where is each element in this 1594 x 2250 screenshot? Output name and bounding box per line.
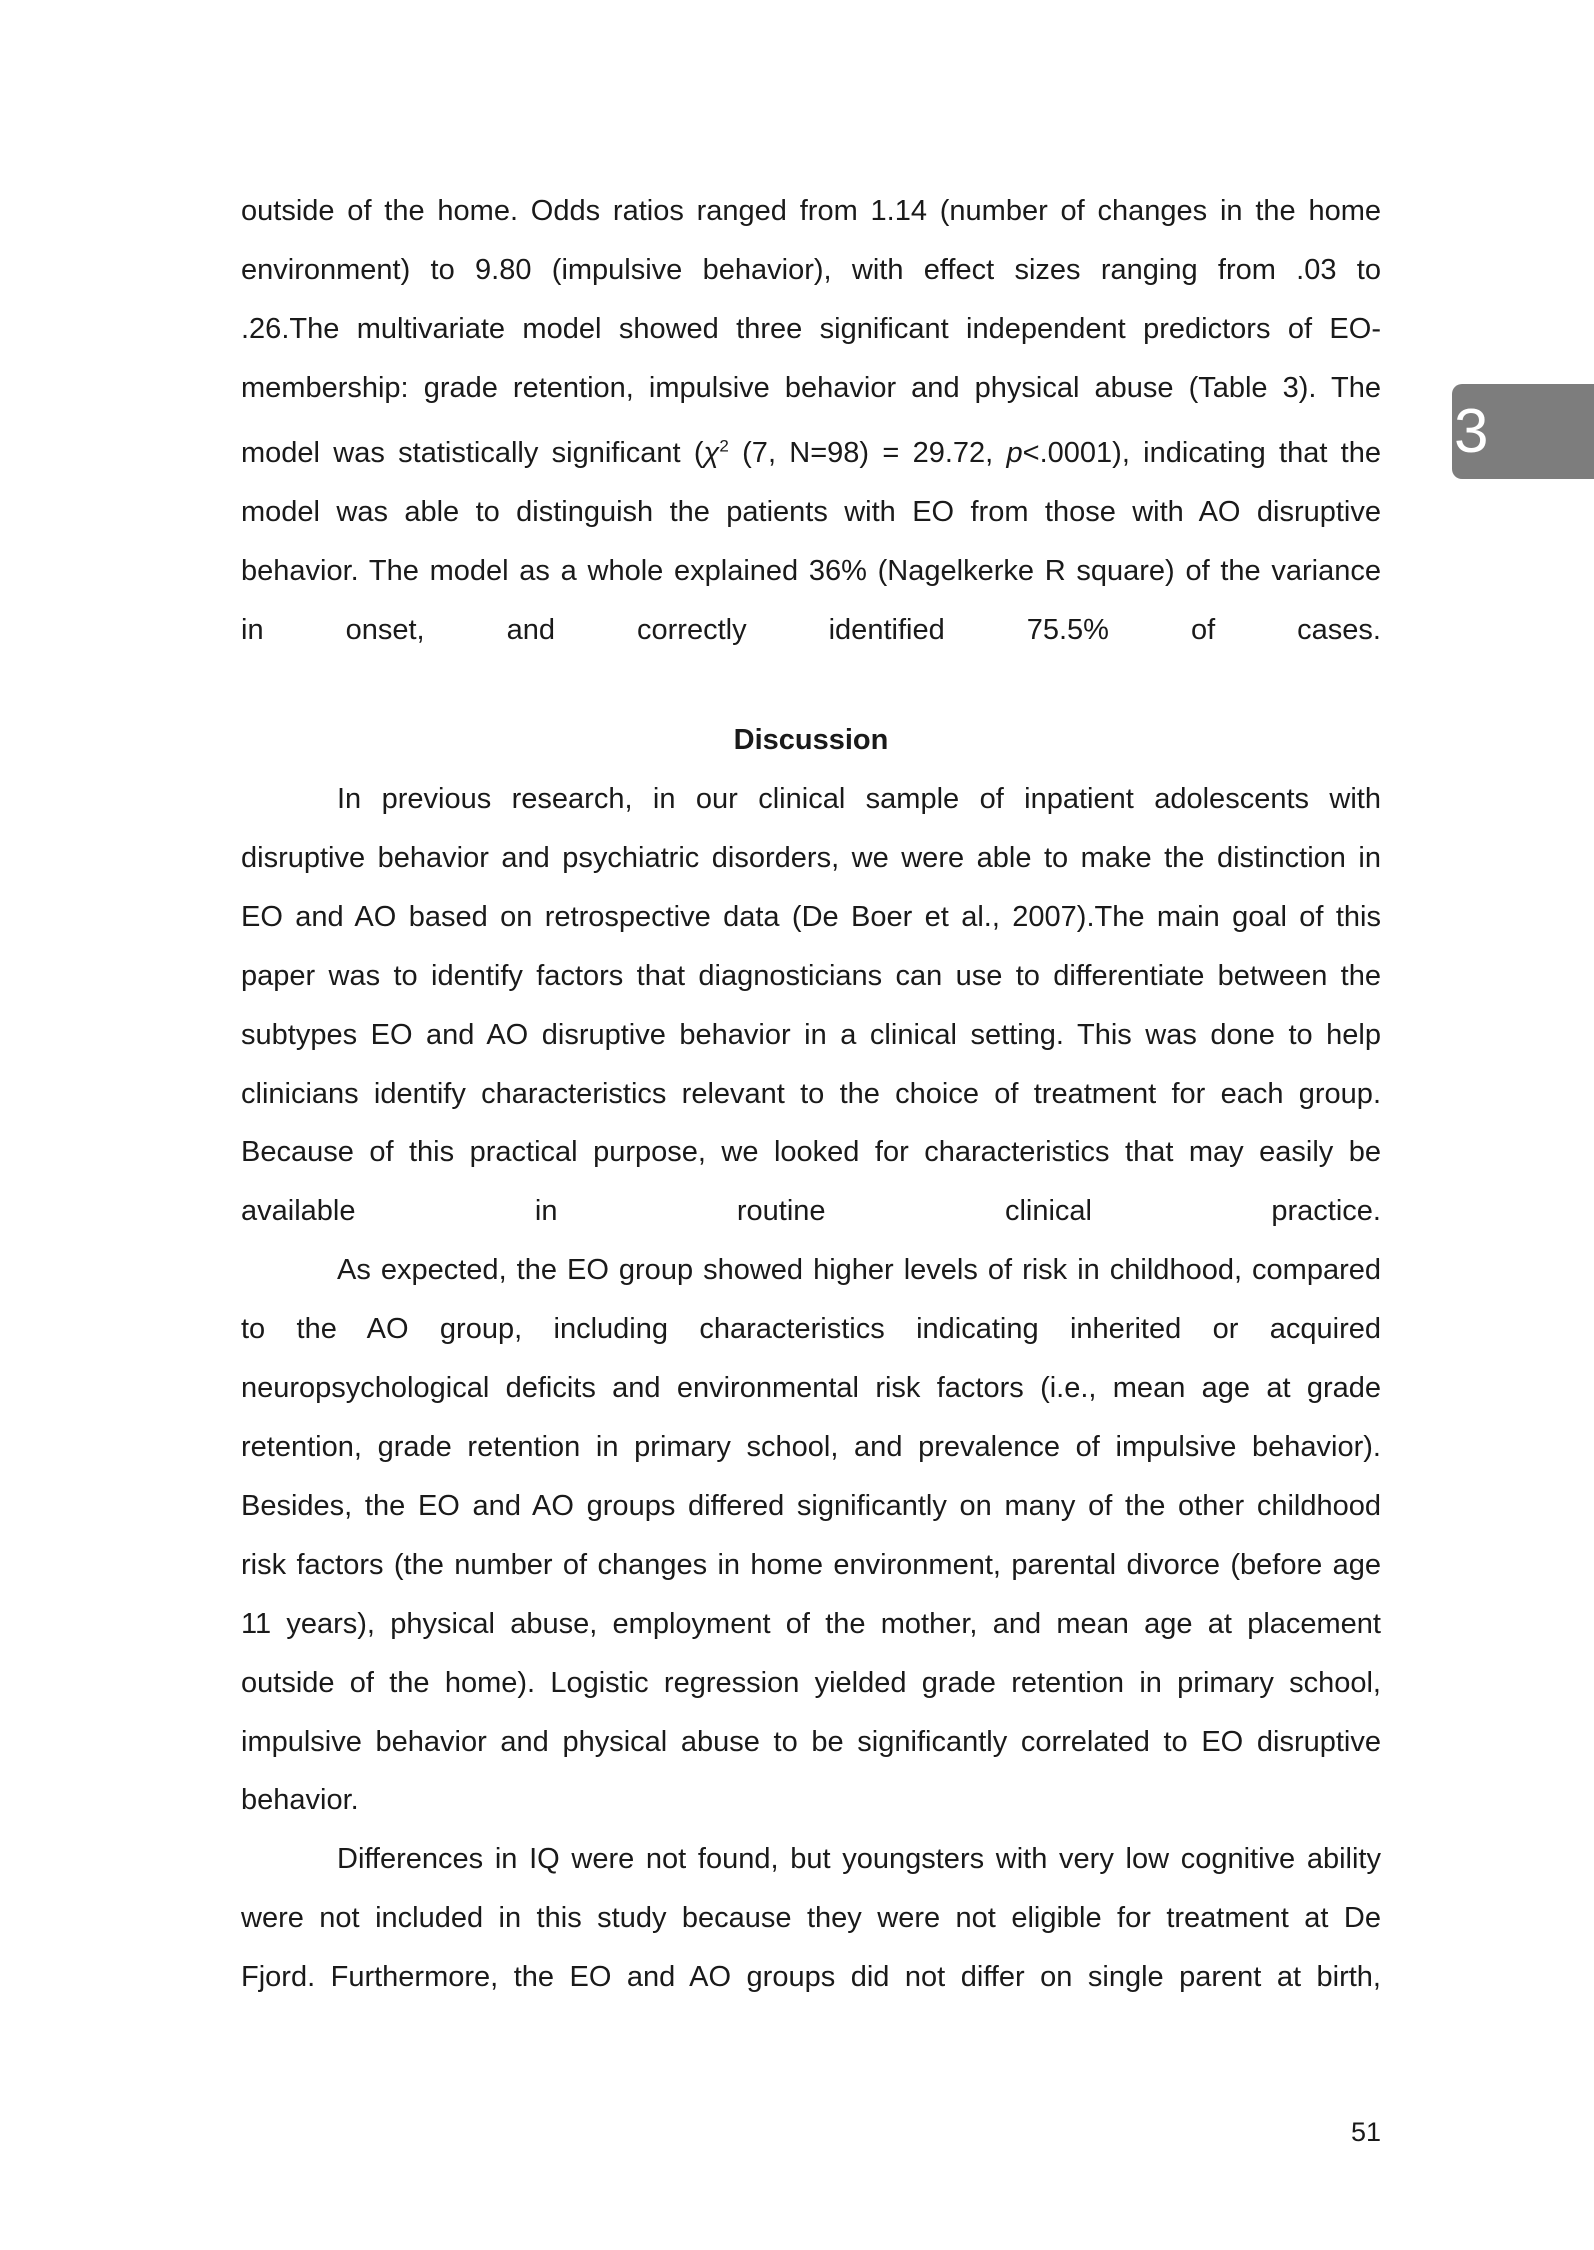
text-line: Besides, the EO and AO groups differed significantly on many of the other childhood — [241, 1489, 1381, 1522]
discussion-paragraph-1 — [241, 770, 1381, 1241]
text-line: .26.The multivariate model showed three significant independent predictors of EO- — [241, 312, 1381, 345]
discussion-paragraph-2 — [241, 1241, 1381, 1830]
p-symbol: p — [1006, 437, 1023, 470]
text-line: model was able to distinguish the patients with EO from those with AO disruptive — [241, 496, 1381, 529]
text-line: Because of this practical purpose, we looked for characteristics that may easily be — [241, 1136, 1381, 1169]
text-line: As expected, the EO group showed higher levels of risk in childhood, compared — [337, 1254, 1381, 1287]
text-line: paper was to identify factors that diagnosticians can use to differentiate between the — [241, 959, 1381, 992]
discussion-body — [241, 770, 1381, 2007]
text-line: Differences in IQ were not found, but youngsters with very low cognitive ability — [337, 1843, 1381, 1876]
results-paragraph — [241, 182, 1381, 660]
text-line: EO and AO based on retrospective data (De Boer et al., 2007).The main goal of this — [241, 900, 1381, 933]
section-heading: Discussion — [733, 724, 889, 756]
chapter-tab: 3 — [1452, 384, 1594, 479]
text-line: membership: grade retention, impulsive behavior and physical abuse (Table 3). The — [241, 371, 1381, 404]
text-line: neuropsychological deficits and environmental risk factors (i.e., mean age at grade — [241, 1372, 1381, 1405]
stat-line: model was statistically significant ($\chi^2$ (7, N=98) = 29.72, p<.0001), indicating that the — [241, 436, 1381, 470]
text-line: Fjord. Furthermore, the EO and AO groups did not differ on single parent at birth, — [241, 1961, 1381, 1994]
chi-symbol: χ — [703, 437, 720, 470]
text-line: outside of the home). Logistic regression yielded grade retention in primary school, — [241, 1666, 1381, 1699]
text-line: clinicians identify characteristics relevant to the choice of treatment for each group. — [241, 1077, 1381, 1110]
text-line: behavior. — [241, 1784, 359, 1817]
text-line: retention, grade retention in primary school, and prevalence of impulsive behavior). — [241, 1430, 1381, 1463]
text-line: risk factors (the number of changes in home environment, parental divorce (before age — [241, 1548, 1381, 1581]
results-text — [241, 182, 1381, 660]
text-line: were not included in this study because they were not eligible for treatment at De — [241, 1902, 1381, 1935]
chi-superscript: 2 — [719, 436, 729, 456]
text-line: In previous research, in our clinical sample of inpatient adolescents with — [337, 783, 1381, 815]
text-line: subtypes EO and AO disruptive behavior in a clinical setting. This was done to help — [241, 1018, 1381, 1051]
text-line: environment) to 9.80 (impulsive behavior), with effect sizes ranging from .03 to — [241, 253, 1381, 286]
discussion-paragraph-3 — [241, 1830, 1381, 2007]
text-line: impulsive behavior and physical abuse to be significantly correlated to EO disruptive — [241, 1725, 1381, 1758]
page-number: 51 — [1350, 2117, 1381, 2147]
text-line: disruptive behavior and psychiatric disorders, we were able to make the distinction in — [241, 841, 1381, 874]
text-line: to the AO group, including characteristics indicating inherited or acquired — [241, 1313, 1381, 1346]
text-line: available in routine clinical practice. — [241, 1195, 1381, 1228]
text-line: 11 years), physical abuse, employment of the mother, and mean age at placement — [241, 1607, 1381, 1640]
text-line: outside of the home. Odds ratios ranged from 1.14 (number of changes in the home — [241, 195, 1381, 227]
text-line: in onset, and correctly identified 75.5% of cases. — [241, 614, 1381, 646]
text-line: behavior. The model as a whole explained 36% (Nagelkerke R square) of the variance — [241, 555, 1381, 588]
